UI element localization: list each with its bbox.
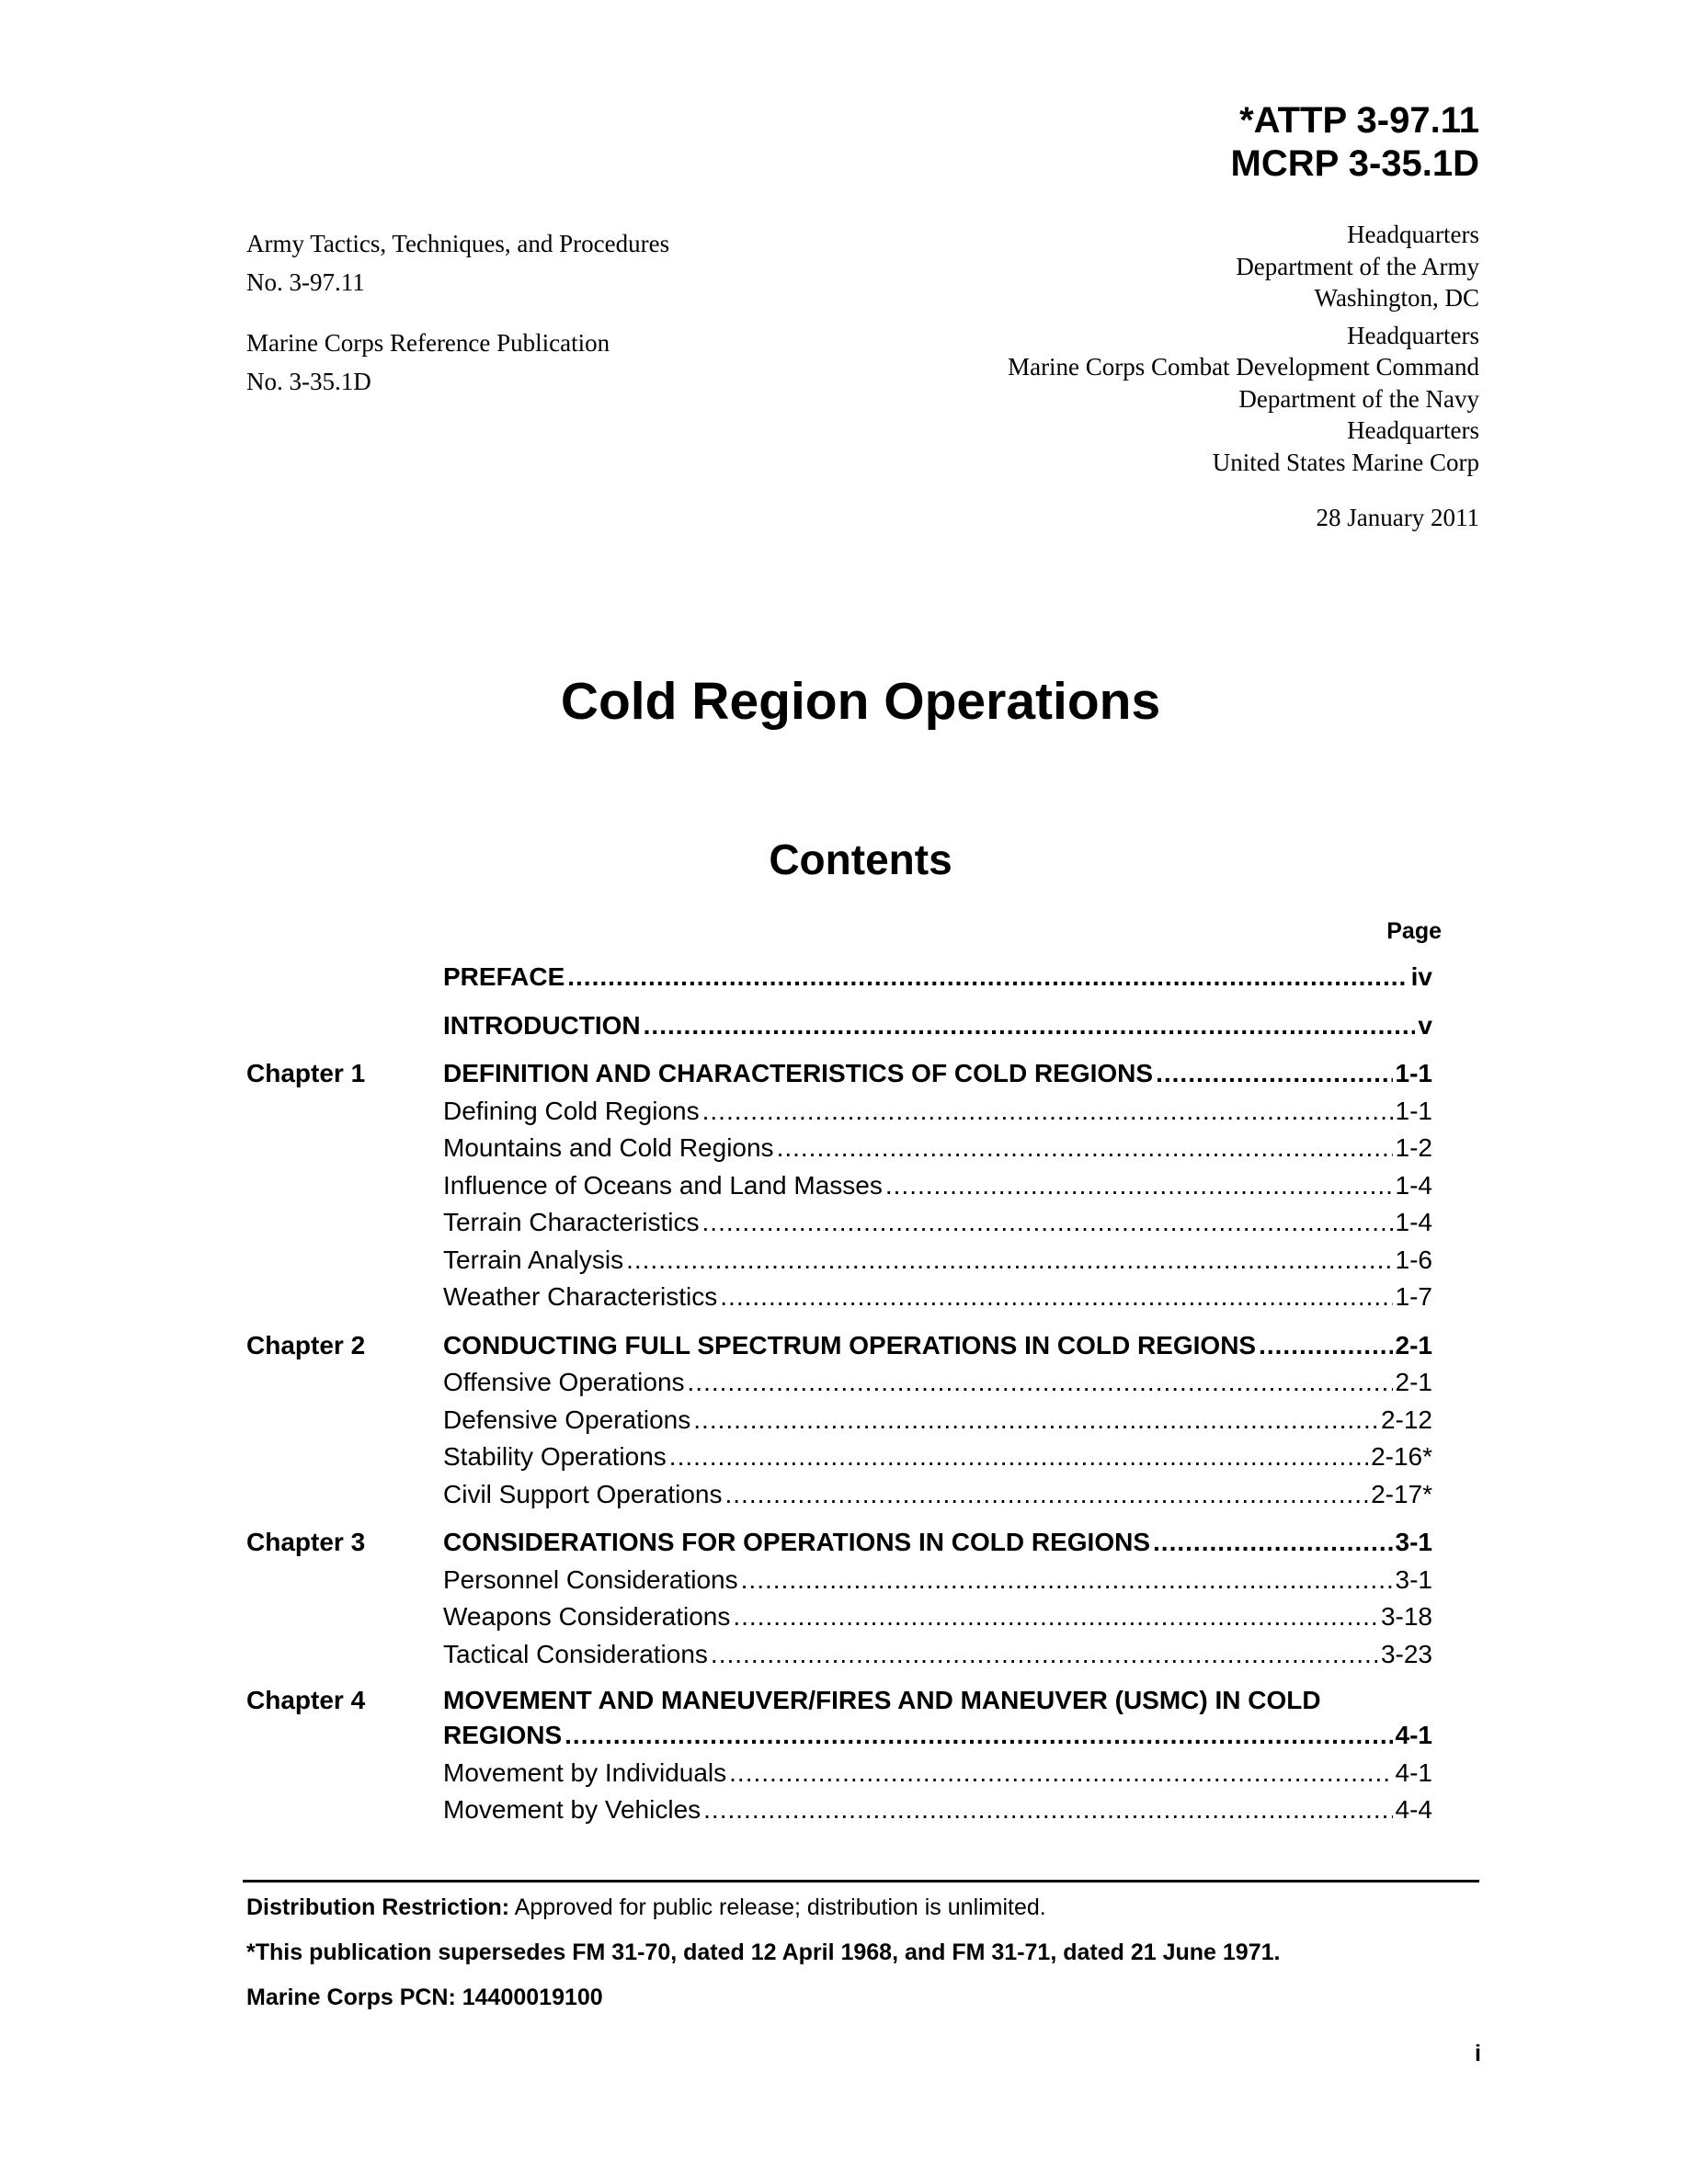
entry-body — [443, 1598, 1432, 1636]
dot-leader — [885, 1167, 1393, 1205]
publication-number: No. 3-97.11 — [246, 268, 365, 296]
toc-entry[interactable] — [246, 1402, 1432, 1439]
dot-leader — [777, 1130, 1393, 1167]
chapter-label: Chapter 2 — [246, 1330, 366, 1359]
document-identifiers — [1231, 99, 1479, 186]
entry-title: Civil Support Operations — [443, 1479, 723, 1508]
hq-line: Headquarters — [1347, 221, 1479, 248]
entry-title: DEFINITION AND CHARACTERISTICS OF COLD REGIONS — [443, 1059, 1154, 1087]
dot-leader — [729, 1755, 1392, 1792]
hq-line: Department of the Navy — [1238, 384, 1479, 413]
page-number: i — [1475, 2041, 1481, 2066]
toc-entry[interactable] — [246, 1364, 1432, 1402]
dot-leader — [703, 1792, 1392, 1829]
document-title: Cold Region Operations — [560, 672, 1161, 731]
dot-leader — [567, 959, 1408, 996]
toc-entry[interactable] — [246, 1717, 1432, 1755]
mcrp-number: MCRP 3-35.1D — [1230, 143, 1479, 184]
page-column-header: Page — [1386, 918, 1442, 944]
entry-page: 1-2 — [1395, 1133, 1432, 1162]
entry-title: CONSIDERATIONS FOR OPERATIONS IN COLD REGIONS — [443, 1528, 1151, 1556]
entry-body — [443, 1524, 1432, 1562]
entry-title: Defining Cold Regions — [443, 1096, 700, 1125]
dot-leader — [711, 1636, 1378, 1674]
attp-number: *ATTP 3-97.11 — [1239, 100, 1479, 141]
toc-entry[interactable] — [246, 1242, 1432, 1280]
hq-line: Marine Corps Combat Development Command — [1008, 353, 1479, 381]
entry-page: 1-7 — [1395, 1282, 1432, 1311]
headquarters-block — [1008, 219, 1479, 534]
toc-entry[interactable] — [246, 1755, 1432, 1792]
entry-body — [443, 1167, 1432, 1205]
entry-page: 3-18 — [1380, 1602, 1432, 1631]
entry-page: 3-1 — [1395, 1564, 1432, 1594]
toc-group — [246, 1684, 1432, 1829]
entry-body — [443, 1093, 1432, 1131]
hq-line: Headquarters — [1347, 416, 1479, 444]
entry-title: INTRODUCTION — [443, 1010, 641, 1040]
entry-page: 1-1 — [1395, 1059, 1432, 1087]
dot-leader — [1153, 1524, 1393, 1562]
entry-page: iv — [1410, 962, 1432, 991]
entry-title: Terrain Analysis — [443, 1245, 624, 1274]
entry-title: PREFACE — [443, 962, 565, 991]
publication-date: 28 January 2011 — [1316, 504, 1479, 531]
chapter-label: Chapter 3 — [246, 1528, 366, 1556]
entry-page: 3-1 — [1395, 1528, 1432, 1556]
supersedes-note: *This publication supersedes FM 31-70, dated 12 April 1968, and FM 31-71, dated 21 June 1971. — [246, 1939, 1281, 1965]
toc-entry[interactable] — [246, 1167, 1432, 1205]
entry-title: Mountains and Cold Regions — [443, 1133, 774, 1162]
toc-group — [246, 1524, 1432, 1673]
entry-page: 4-1 — [1395, 1721, 1432, 1749]
toc-entry[interactable] — [246, 959, 1432, 996]
publication-number: No. 3-35.1D — [246, 368, 371, 395]
hq-line: Department of the Army — [1236, 252, 1479, 280]
pcn-note: Marine Corps PCN: 14400019100 — [246, 1985, 603, 2010]
dot-leader — [693, 1402, 1378, 1439]
toc-group — [246, 1007, 1432, 1045]
entry-body — [443, 1204, 1432, 1242]
dot-leader — [741, 1562, 1393, 1599]
dot-leader — [733, 1598, 1378, 1636]
marine-publication — [246, 324, 669, 401]
dot-leader — [644, 1007, 1416, 1045]
entry-body — [443, 1562, 1432, 1599]
army-publication — [246, 224, 669, 301]
entry-body — [443, 1439, 1432, 1476]
entry-title: Stability Operations — [443, 1442, 667, 1471]
dot-leader — [1156, 1055, 1392, 1093]
toc-entry[interactable] — [246, 1007, 1432, 1045]
entry-title: CONDUCTING FULL SPECTRUM OPERATIONS IN COLD REGIONS — [443, 1330, 1257, 1359]
toc-group — [246, 1055, 1432, 1316]
toc-group — [246, 959, 1432, 996]
entry-page: 2-17* — [1371, 1479, 1432, 1508]
entry-title: Terrain Characteristics — [443, 1208, 700, 1236]
entry-page: 1-4 — [1395, 1170, 1432, 1200]
entry-page: 1-6 — [1395, 1245, 1432, 1274]
hq-line: United States Marine Corp — [1212, 448, 1479, 476]
entry-body — [443, 1055, 1432, 1093]
entry-title: Defensive Operations — [443, 1405, 691, 1434]
entry-page: 2-16* — [1371, 1442, 1432, 1471]
marine-headquarters — [1008, 320, 1479, 479]
publication-type: Army Tactics, Techniques, and Procedures — [246, 230, 670, 257]
entry-page: 2-12 — [1380, 1405, 1432, 1434]
toc-entry[interactable] — [246, 1055, 1432, 1093]
entry-title: REGIONS — [443, 1721, 563, 1749]
entry-body — [443, 1007, 1432, 1045]
entry-title: MOVEMENT AND MANEUVER/FIRES AND MANEUVER (USMC) IN COLD — [443, 1686, 1321, 1714]
entry-title: Influence of Oceans and Land Masses — [443, 1170, 883, 1200]
entry-body — [443, 1402, 1432, 1439]
toc-entry[interactable] — [246, 1439, 1432, 1476]
toc-entry[interactable] — [246, 1093, 1432, 1131]
dot-leader — [688, 1364, 1393, 1402]
entry-page: 1-4 — [1395, 1208, 1432, 1236]
distribution-label: Distribution Restriction: — [246, 1894, 510, 1920]
distribution-text: Approved for public release; distribution is unlimited. — [509, 1894, 1046, 1920]
toc-entry[interactable] — [246, 1204, 1432, 1242]
entry-title: Weather Characteristics — [443, 1282, 718, 1311]
toc-entry[interactable] — [246, 1279, 1432, 1316]
publication-type: Marine Corps Reference Publication — [246, 329, 610, 357]
distribution-restriction — [246, 1888, 1280, 1933]
footer-divider — [243, 1880, 1479, 1883]
entry-body — [443, 1279, 1432, 1316]
entry-body — [443, 1242, 1432, 1280]
entry-body — [443, 1364, 1432, 1402]
entry-body — [443, 1717, 1432, 1755]
toc-entry[interactable] — [246, 1636, 1432, 1674]
dot-leader — [702, 1093, 1393, 1131]
hq-line: Headquarters — [1347, 321, 1479, 349]
chapter-label: Chapter 4 — [246, 1686, 366, 1714]
toc-entry[interactable] — [246, 1130, 1432, 1167]
dot-leader — [702, 1204, 1393, 1242]
chapter-label: Chapter 1 — [246, 1059, 366, 1087]
toc-group — [246, 1327, 1432, 1514]
toc-entry[interactable] — [246, 1476, 1432, 1514]
entry-page: 4-1 — [1395, 1757, 1432, 1787]
toc-entry[interactable] — [246, 1598, 1432, 1636]
entry-title: Weapons Considerations — [443, 1602, 731, 1631]
dot-leader — [720, 1279, 1392, 1316]
toc-entry[interactable] — [246, 1327, 1432, 1365]
entry-body — [443, 1327, 1432, 1365]
publication-designations — [246, 224, 669, 423]
entry-title: Movement by Vehicles — [443, 1795, 701, 1824]
entry-page: 2-1 — [1395, 1368, 1432, 1396]
table-of-contents — [246, 959, 1432, 1840]
entry-title: Personnel Considerations — [443, 1564, 738, 1594]
army-headquarters — [1008, 219, 1479, 314]
entry-body — [443, 1792, 1432, 1829]
entry-body — [443, 1476, 1432, 1514]
footer-notes — [246, 1888, 1280, 2023]
entry-page: v — [1418, 1010, 1432, 1040]
toc-entry[interactable] — [246, 1792, 1432, 1829]
dot-leader — [669, 1439, 1368, 1476]
toc-entry[interactable] — [246, 1562, 1432, 1599]
entry-page: 2-1 — [1395, 1330, 1432, 1359]
entry-page: 1-1 — [1395, 1096, 1432, 1125]
entry-body — [443, 1684, 1432, 1717]
entry-body — [443, 959, 1432, 996]
hq-line: Washington, DC — [1314, 284, 1479, 312]
toc-entry[interactable] — [246, 1524, 1432, 1562]
dot-leader — [1259, 1327, 1392, 1365]
dot-leader — [724, 1476, 1368, 1514]
entry-title: Movement by Individuals — [443, 1757, 727, 1787]
contents-heading: Contents — [769, 836, 952, 883]
dot-leader — [565, 1717, 1392, 1755]
entry-title: Offensive Operations — [443, 1368, 685, 1396]
entry-page: 3-23 — [1380, 1639, 1432, 1668]
dot-leader — [626, 1242, 1392, 1280]
toc-entry[interactable] — [246, 1684, 1432, 1717]
entry-body — [443, 1130, 1432, 1167]
entry-page: 4-4 — [1395, 1795, 1432, 1824]
entry-title: Tactical Considerations — [443, 1639, 708, 1668]
entry-body — [443, 1755, 1432, 1792]
entry-body — [443, 1636, 1432, 1674]
